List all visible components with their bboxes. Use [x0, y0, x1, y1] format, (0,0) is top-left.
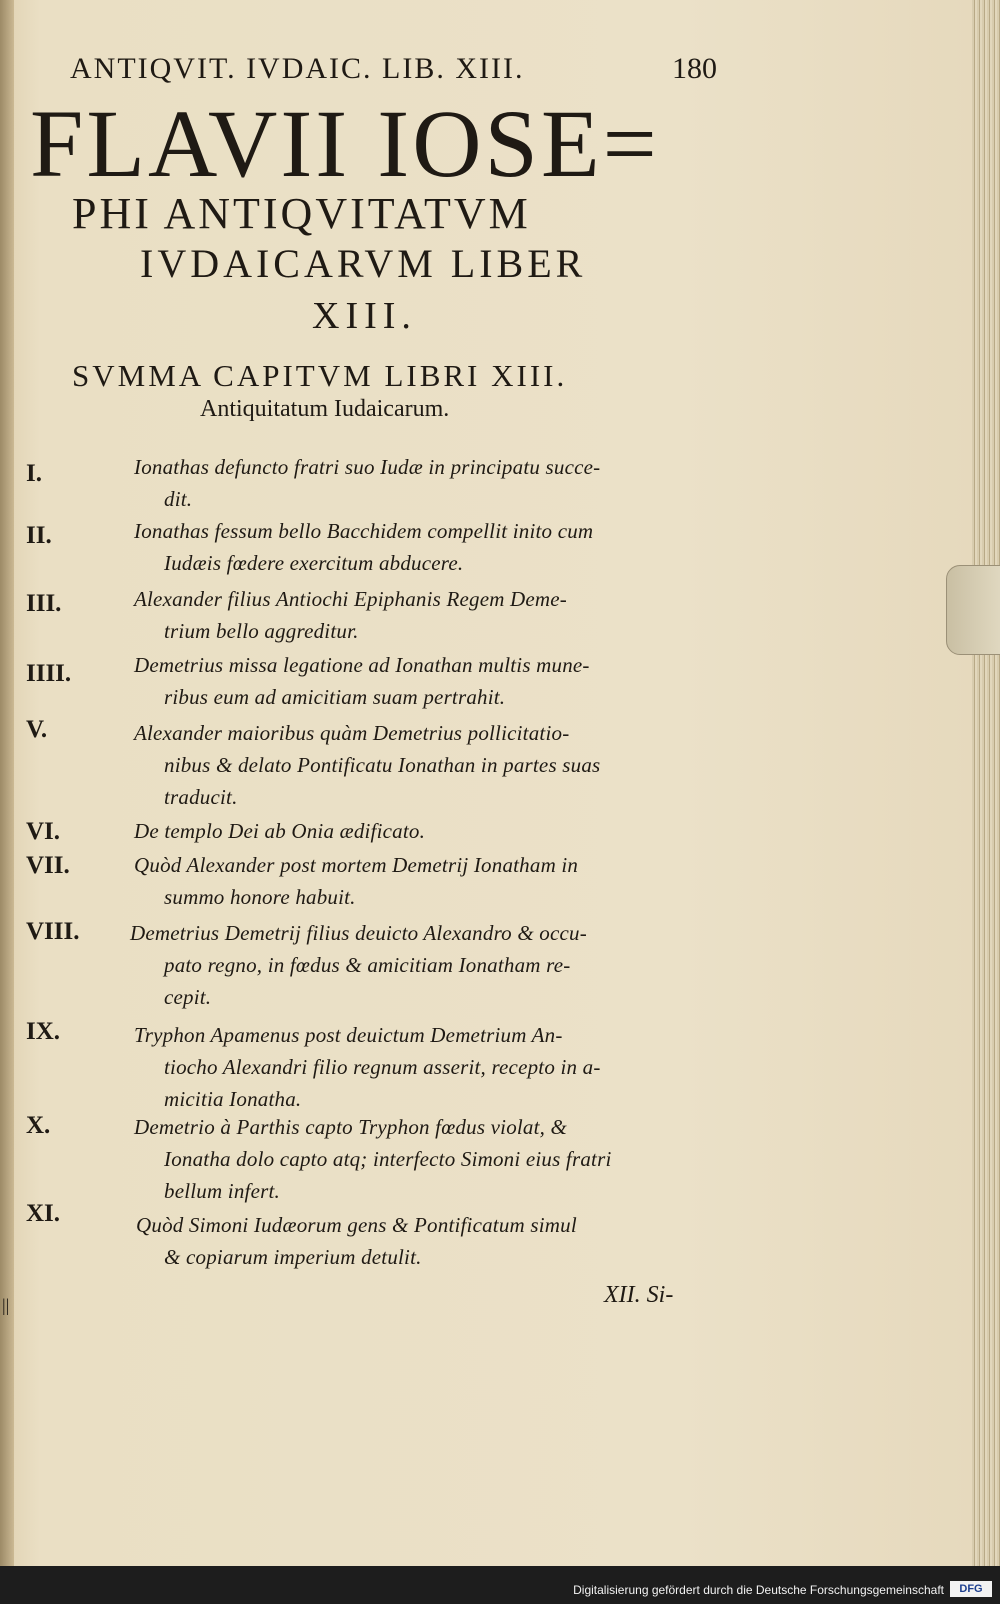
chapter-summary-line: Ionatha dolo capto atq; interfecto Simoni eius fratri — [164, 1147, 612, 1171]
chapter-numeral: XI. — [26, 1200, 61, 1227]
chapter-numeral: IIII. — [26, 660, 72, 687]
chapter-numeral: V. — [26, 716, 48, 743]
page-tab-marker — [946, 565, 1000, 655]
dfg-logo: DFG — [950, 1581, 992, 1597]
chapter-numeral: I. — [26, 460, 42, 487]
chapter-summary-line: nibus & delato Pontificatu Ionathan in partes suas — [164, 753, 601, 777]
footer-credit: Digitalisierung gefördert durch die Deutsche Forschungsgemeinschaft — [573, 1583, 944, 1597]
page-gutter-shadow — [0, 0, 14, 1566]
chapter-summary-line: Alexander filius Antiochi Epiphanis Regem Deme- — [134, 587, 567, 611]
title-line-3: IVDAICARVM LIBER — [140, 241, 587, 286]
chapter-summary-line: & copiarum imperium detulit. — [164, 1245, 422, 1269]
running-head: ANTIQVIT. IVDAIC. LIB. XIII. — [70, 52, 525, 85]
chapter-summary-line: trium bello aggreditur. — [164, 619, 359, 643]
chapter-numeral: VII. — [26, 852, 70, 879]
chapter-summary-line: Quòd Alexander post mortem Demetrij Ionatham in — [134, 853, 579, 877]
chapter-numeral: III. — [26, 590, 62, 617]
chapter-summary-line: Demetrius missa legatione ad Ionathan multis mune- — [134, 653, 590, 677]
chapter-summary-line: De templo Dei ab Onia ædificato. — [134, 819, 426, 843]
chapter-numeral: X. — [26, 1112, 51, 1139]
chapter-summary-line: Ionathas defuncto fratri suo Iudæ in principatu succe- — [134, 455, 601, 479]
margin-mark: || — [2, 1295, 10, 1315]
chapter-summary-line: cepit. — [164, 985, 212, 1009]
book-page-edges — [972, 0, 1000, 1566]
chapter-numeral: VIII. — [26, 918, 80, 945]
chapter-summary-line: Ionathas fessum bello Bacchidem compellit inito cum — [134, 519, 594, 543]
chapter-summary-line: Demetrio à Parthis capto Tryphon fœdus violat, & — [134, 1115, 568, 1139]
catchword: XII. Si- — [604, 1282, 674, 1308]
page-number: 180 — [672, 52, 717, 85]
title-line-1: FLAVII IOSE= — [30, 90, 660, 197]
chapter-summary-line: dit. — [164, 487, 193, 511]
title-line-4: XIII. — [312, 295, 417, 337]
chapter-summary-line: Tryphon Apamenus post deuictum Demetrium An- — [134, 1023, 563, 1047]
chapter-summary-line: micitia Ionatha. — [164, 1087, 302, 1111]
chapter-numeral: II. — [26, 522, 52, 549]
chapter-numeral: VI. — [26, 818, 61, 845]
chapter-summary-line: summo honore habuit. — [164, 885, 356, 909]
chapter-summary-line: ribus eum ad amicitiam suam pertrahit. — [164, 685, 506, 709]
summary-subheading: Antiquitatum Iudaicarum. — [200, 396, 450, 422]
chapter-summary-line: traducit. — [164, 785, 238, 809]
summary-heading: SVMMA CAPITVM LIBRI XIII. — [72, 358, 568, 393]
title-line-2: PHI ANTIQVITATVM — [72, 189, 531, 238]
chapter-summary-line: tiocho Alexandri filio regnum asserit, recepto in a- — [164, 1055, 601, 1079]
chapter-summary-line: Demetrius Demetrij filius deuicto Alexandro & occu- — [130, 921, 587, 945]
chapter-summary-line: Quòd Simoni Iudæorum gens & Pontificatum simul — [136, 1213, 577, 1237]
chapter-summary-line: Alexander maioribus quàm Demetrius pollicitatio- — [134, 721, 570, 745]
chapter-summary-line: bellum infert. — [164, 1179, 280, 1203]
chapter-summary-line: pato regno, in fœdus & amicitiam Ionatham re- — [164, 953, 571, 977]
chapter-summary-line: Iudæis fœdere exercitum abducere. — [164, 551, 464, 575]
chapter-numeral: IX. — [26, 1018, 61, 1045]
